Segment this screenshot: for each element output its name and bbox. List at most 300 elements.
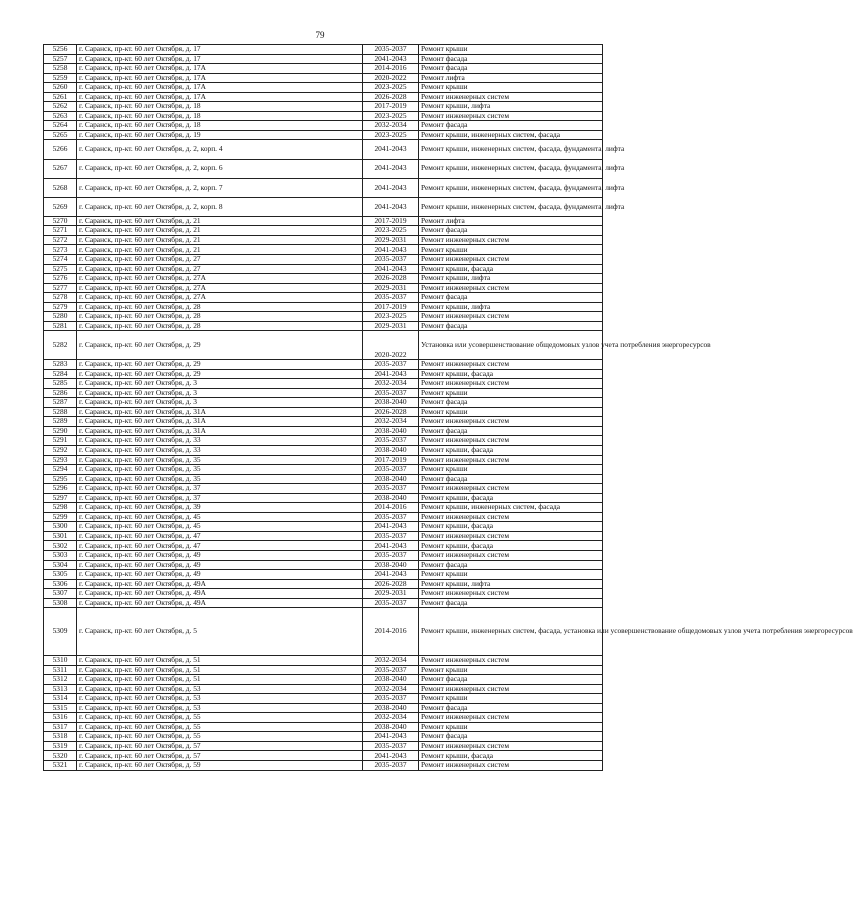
period-cell: 2035-2037 (363, 360, 419, 370)
table-row (44, 92, 603, 102)
table-row (44, 121, 603, 131)
row-number: 5267 (44, 159, 77, 178)
table-row (44, 369, 603, 379)
address-cell: г. Саранск, пр-кт. 60 лет Октября, д. 47 (77, 541, 363, 551)
work-type-cell: Ремонт крыши (419, 570, 603, 580)
table-row (44, 388, 603, 398)
address-cell: г. Саранск, пр-кт. 60 лет Октября, д. 28 (77, 312, 363, 322)
table-row (44, 761, 603, 771)
row-number: 5280 (44, 312, 77, 322)
work-type-cell: Ремонт крыши (419, 83, 603, 93)
work-type-cell: Ремонт крыши, инженерных систем, фасада (419, 503, 603, 513)
address-cell: г. Саранск, пр-кт. 60 лет Октября, д. 17А (77, 92, 363, 102)
work-type-cell: Ремонт фасада (419, 675, 603, 685)
row-number: 5305 (44, 570, 77, 580)
work-type-cell: Ремонт крыши (419, 694, 603, 704)
table-row (44, 83, 603, 93)
period-cell: 2035-2037 (363, 694, 419, 704)
period-cell: 2032-2034 (363, 379, 419, 389)
row-number: 5257 (44, 54, 77, 64)
row-number: 5316 (44, 713, 77, 723)
period-cell: 2017-2019 (363, 302, 419, 312)
row-number: 5279 (44, 302, 77, 312)
work-type-cell: Ремонт фасада (419, 398, 603, 408)
table-row (44, 512, 603, 522)
table-row (44, 589, 603, 599)
row-number: 5272 (44, 235, 77, 245)
work-type-cell: Ремонт крыши, инженерных систем, фасада, установка или усовершенствование общедомовых узлов учета потребления энергоресурсов (419, 608, 603, 656)
period-cell: 2020-2022 (363, 73, 419, 83)
table-row (44, 436, 603, 446)
row-number: 5281 (44, 321, 77, 331)
period-cell: 2035-2037 (363, 293, 419, 303)
row-number: 5298 (44, 503, 77, 513)
address-cell: г. Саранск, пр-кт. 60 лет Октября, д. 28 (77, 302, 363, 312)
address-cell: г. Саранск, пр-кт. 60 лет Октября, д. 19 (77, 130, 363, 140)
row-number: 5320 (44, 751, 77, 761)
period-cell: 2026-2028 (363, 92, 419, 102)
address-cell: г. Саранск, пр-кт. 60 лет Октября, д. 55 (77, 732, 363, 742)
table-row (44, 54, 603, 64)
table-row (44, 598, 603, 608)
address-cell: г. Саранск, пр-кт. 60 лет Октября, д. 2, корп. 6 (77, 159, 363, 178)
page-number: 79 (315, 30, 325, 40)
work-type-cell: Ремонт фасада (419, 293, 603, 303)
work-type-cell: Ремонт инженерных систем (419, 531, 603, 541)
period-cell: 2035-2037 (363, 255, 419, 265)
period-cell: 2041-2043 (363, 178, 419, 197)
row-number: 5299 (44, 512, 77, 522)
table-row (44, 732, 603, 742)
address-cell: г. Саранск, пр-кт. 60 лет Октября, д. 53 (77, 684, 363, 694)
period-cell: 2035-2037 (363, 761, 419, 771)
period-cell: 2035-2037 (363, 665, 419, 675)
period-cell: 2032-2034 (363, 121, 419, 131)
table-row (44, 751, 603, 761)
address-cell: г. Саранск, пр-кт. 60 лет Октября, д. 17 (77, 54, 363, 64)
table-row (44, 445, 603, 455)
work-type-cell: Ремонт инженерных систем (419, 713, 603, 723)
period-cell: 2017-2019 (363, 455, 419, 465)
work-type-cell: Ремонт инженерных систем (419, 111, 603, 121)
address-cell: г. Саранск, пр-кт. 60 лет Октября, д. 31А (77, 426, 363, 436)
row-number: 5315 (44, 703, 77, 713)
work-type-cell: Ремонт фасада (419, 226, 603, 236)
period-cell: 2035-2037 (363, 741, 419, 751)
work-type-cell: Ремонт крыши, фасада (419, 493, 603, 503)
period-cell: 2014-2016 (363, 503, 419, 513)
work-type-cell: Ремонт фасада (419, 426, 603, 436)
table-row (44, 665, 603, 675)
address-cell: г. Саранск, пр-кт. 60 лет Октября, д. 31А (77, 417, 363, 427)
table-row (44, 741, 603, 751)
row-number: 5292 (44, 445, 77, 455)
address-cell: г. Саранск, пр-кт. 60 лет Октября, д. 3 (77, 398, 363, 408)
row-number: 5302 (44, 541, 77, 551)
table-row (44, 694, 603, 704)
table-row (44, 703, 603, 713)
address-cell: г. Саранск, пр-кт. 60 лет Октября, д. 55 (77, 713, 363, 723)
address-cell: г. Саранск, пр-кт. 60 лет Октября, д. 49А (77, 589, 363, 599)
table-row (44, 379, 603, 389)
work-type-cell: Ремонт инженерных систем (419, 255, 603, 265)
period-cell: 2035-2037 (363, 550, 419, 560)
row-number: 5277 (44, 283, 77, 293)
row-number: 5312 (44, 675, 77, 685)
work-type-cell: Ремонт инженерных систем (419, 512, 603, 522)
period-cell: 2041-2043 (363, 751, 419, 761)
period-cell: 2023-2025 (363, 111, 419, 121)
row-number: 5265 (44, 130, 77, 140)
table-row (44, 484, 603, 494)
row-number: 5288 (44, 407, 77, 417)
table-row (44, 531, 603, 541)
period-cell: 2041-2043 (363, 369, 419, 379)
address-cell: г. Саранск, пр-кт. 60 лет Октября, д. 5 (77, 608, 363, 656)
address-cell: г. Саранск, пр-кт. 60 лет Октября, д. 27 (77, 255, 363, 265)
table-row (44, 608, 603, 656)
address-cell: г. Саранск, пр-кт. 60 лет Октября, д. 17 (77, 45, 363, 55)
period-cell: 2038-2040 (363, 675, 419, 685)
table-row (44, 656, 603, 666)
address-cell: г. Саранск, пр-кт. 60 лет Октября, д. 2, корп. 7 (77, 178, 363, 197)
table-row (44, 293, 603, 303)
period-cell: 2038-2040 (363, 474, 419, 484)
row-number: 5286 (44, 388, 77, 398)
address-cell: г. Саранск, пр-кт. 60 лет Октября, д. 45 (77, 522, 363, 532)
period-cell: 2023-2025 (363, 130, 419, 140)
table-row (44, 159, 603, 178)
work-type-cell: Ремонт инженерных систем (419, 360, 603, 370)
row-number: 5256 (44, 45, 77, 55)
period-cell: 2041-2043 (363, 732, 419, 742)
row-number: 5294 (44, 465, 77, 475)
address-cell: г. Саранск, пр-кт. 60 лет Октября, д. 31А (77, 407, 363, 417)
period-cell: 2032-2034 (363, 684, 419, 694)
row-number: 5287 (44, 398, 77, 408)
table-row (44, 197, 603, 216)
row-number: 5284 (44, 369, 77, 379)
row-number: 5264 (44, 121, 77, 131)
work-type-cell: Ремонт фасада (419, 64, 603, 74)
table-row (44, 73, 603, 83)
table-row (44, 550, 603, 560)
table-row (44, 264, 603, 274)
row-number: 5285 (44, 379, 77, 389)
period-cell: 2029-2031 (363, 235, 419, 245)
address-cell: г. Саранск, пр-кт. 60 лет Октября, д. 29 (77, 331, 363, 360)
table-row (44, 130, 603, 140)
period-cell: 2035-2037 (363, 465, 419, 475)
work-type-cell: Ремонт крыши (419, 388, 603, 398)
work-type-cell: Ремонт крыши, лифта (419, 274, 603, 284)
row-number: 5273 (44, 245, 77, 255)
address-cell: г. Саранск, пр-кт. 60 лет Октября, д. 17А (77, 83, 363, 93)
work-type-cell: Ремонт крыши, инженерных систем, фасада, фундамента, лифта (419, 140, 603, 159)
period-cell: 2023-2025 (363, 312, 419, 322)
row-number: 5268 (44, 178, 77, 197)
work-type-cell: Ремонт крыши (419, 722, 603, 732)
work-type-cell: Ремонт крыши, фасада (419, 445, 603, 455)
table-row (44, 522, 603, 532)
row-number: 5296 (44, 484, 77, 494)
row-number: 5271 (44, 226, 77, 236)
table-row (44, 226, 603, 236)
work-type-cell: Ремонт инженерных систем (419, 484, 603, 494)
table-row (44, 283, 603, 293)
work-type-cell: Ремонт крыши, инженерных систем, фасада, фундамента, лифта (419, 159, 603, 178)
address-cell: г. Саранск, пр-кт. 60 лет Октября, д. 55 (77, 722, 363, 732)
work-type-cell: Ремонт фасада (419, 560, 603, 570)
work-type-cell: Ремонт инженерных систем (419, 684, 603, 694)
table-row (44, 321, 603, 331)
row-number: 5311 (44, 665, 77, 675)
row-number: 5259 (44, 73, 77, 83)
work-type-cell: Ремонт крыши (419, 245, 603, 255)
period-cell: 2038-2040 (363, 560, 419, 570)
period-cell: 2035-2037 (363, 388, 419, 398)
work-type-cell: Ремонт фасада (419, 121, 603, 131)
address-cell: г. Саранск, пр-кт. 60 лет Октября, д. 37 (77, 493, 363, 503)
period-cell: 2041-2043 (363, 245, 419, 255)
address-cell: г. Саранск, пр-кт. 60 лет Октября, д. 2, корп. 4 (77, 140, 363, 159)
work-type-cell: Ремонт инженерных систем (419, 741, 603, 751)
address-cell: г. Саранск, пр-кт. 60 лет Октября, д. 47 (77, 531, 363, 541)
row-number: 5300 (44, 522, 77, 532)
table-row (44, 417, 603, 427)
period-cell: 2041-2043 (363, 140, 419, 159)
row-number: 5301 (44, 531, 77, 541)
work-type-cell: Ремонт крыши, инженерных систем, фасада, фундамента, лифта (419, 197, 603, 216)
address-cell: г. Саранск, пр-кт. 60 лет Октября, д. 49А (77, 598, 363, 608)
address-cell: г. Саранск, пр-кт. 60 лет Октября, д. 49 (77, 560, 363, 570)
address-cell: г. Саранск, пр-кт. 60 лет Октября, д. 27А (77, 293, 363, 303)
period-cell: 2038-2040 (363, 493, 419, 503)
work-type-cell: Ремонт крыши, фасада (419, 264, 603, 274)
work-type-cell: Ремонт инженерных систем (419, 417, 603, 427)
address-cell: г. Саранск, пр-кт. 60 лет Октября, д. 51 (77, 665, 363, 675)
address-cell: г. Саранск, пр-кт. 60 лет Октября, д. 17А (77, 64, 363, 74)
period-cell: 2026-2028 (363, 274, 419, 284)
work-type-cell: Ремонт крыши, лифта (419, 579, 603, 589)
address-cell: г. Саранск, пр-кт. 60 лет Октября, д. 3 (77, 379, 363, 389)
period-cell: 2035-2037 (363, 531, 419, 541)
work-type-cell: Ремонт фасада (419, 732, 603, 742)
address-cell: г. Саранск, пр-кт. 60 лет Октября, д. 53 (77, 703, 363, 713)
period-cell: 2029-2031 (363, 321, 419, 331)
repair-schedule-table (43, 44, 853, 771)
period-cell: 2014-2016 (363, 608, 419, 656)
row-number: 5313 (44, 684, 77, 694)
work-type-cell: Ремонт крыши, лифта (419, 302, 603, 312)
period-cell: 2026-2028 (363, 579, 419, 589)
period-cell: 2038-2040 (363, 398, 419, 408)
row-number: 5293 (44, 455, 77, 465)
table-row (44, 455, 603, 465)
address-cell: г. Саранск, пр-кт. 60 лет Октября, д. 18 (77, 102, 363, 112)
address-cell: г. Саранск, пр-кт. 60 лет Октября, д. 45 (77, 512, 363, 522)
work-type-cell: Ремонт инженерных систем (419, 312, 603, 322)
work-type-cell: Ремонт крыши (419, 45, 603, 55)
address-cell: г. Саранск, пр-кт. 60 лет Октября, д. 21 (77, 226, 363, 236)
row-number: 5306 (44, 579, 77, 589)
row-number: 5282 (44, 331, 77, 360)
period-cell: 2029-2031 (363, 283, 419, 293)
work-type-cell: Ремонт инженерных систем (419, 550, 603, 560)
table-row (44, 579, 603, 589)
table-row (44, 274, 603, 284)
period-cell: 2032-2034 (363, 656, 419, 666)
row-number: 5274 (44, 255, 77, 265)
period-cell: 2038-2040 (363, 445, 419, 455)
period-cell: 2032-2034 (363, 417, 419, 427)
table-body (44, 44, 853, 771)
table-row (44, 675, 603, 685)
table-row (44, 255, 603, 265)
period-cell: 2041-2043 (363, 159, 419, 178)
work-type-cell: Ремонт крыши (419, 407, 603, 417)
table-row (44, 64, 603, 74)
row-number: 5308 (44, 598, 77, 608)
row-number: 5291 (44, 436, 77, 446)
address-cell: г. Саранск, пр-кт. 60 лет Октября, д. 39 (77, 503, 363, 513)
row-number: 5289 (44, 417, 77, 427)
address-cell: г. Саранск, пр-кт. 60 лет Октября, д. 35 (77, 465, 363, 475)
work-type-cell: Установка или усовершенствование общедомовых узлов учета потребления энергоресурсов (419, 331, 603, 360)
address-cell: г. Саранск, пр-кт. 60 лет Октября, д. 27А (77, 283, 363, 293)
work-type-cell: Ремонт крыши, инженерных систем, фасада, фундамента, лифта (419, 178, 603, 197)
address-cell: г. Саранск, пр-кт. 60 лет Октября, д. 53 (77, 694, 363, 704)
table-row (44, 722, 603, 732)
work-type-cell: Ремонт лифта (419, 73, 603, 83)
row-number: 5269 (44, 197, 77, 216)
work-type-cell: Ремонт крыши, фасада (419, 369, 603, 379)
address-cell: г. Саранск, пр-кт. 60 лет Октября, д. 29 (77, 369, 363, 379)
row-number: 5303 (44, 550, 77, 560)
work-type-cell: Ремонт фасада (419, 703, 603, 713)
period-cell: 2041-2043 (363, 264, 419, 274)
address-cell: г. Саранск, пр-кт. 60 лет Октября, д. 21 (77, 216, 363, 226)
period-cell: 2041-2043 (363, 522, 419, 532)
table-row (44, 312, 603, 322)
work-type-cell: Ремонт фасада (419, 598, 603, 608)
row-number: 5276 (44, 274, 77, 284)
row-number: 5309 (44, 608, 77, 656)
address-cell: г. Саранск, пр-кт. 60 лет Октября, д. 27 (77, 264, 363, 274)
row-number: 5260 (44, 83, 77, 93)
table-row (44, 102, 603, 112)
table-row (44, 465, 603, 475)
row-number: 5290 (44, 426, 77, 436)
row-number: 5314 (44, 694, 77, 704)
table-row (44, 302, 603, 312)
address-cell: г. Саранск, пр-кт. 60 лет Октября, д. 35 (77, 455, 363, 465)
period-cell: 2035-2037 (363, 436, 419, 446)
row-number: 5261 (44, 92, 77, 102)
row-number: 5270 (44, 216, 77, 226)
period-cell: 2038-2040 (363, 703, 419, 713)
table-row (44, 111, 603, 121)
work-type-cell: Ремонт инженерных систем (419, 283, 603, 293)
row-number: 5310 (44, 656, 77, 666)
work-type-cell: Ремонт инженерных систем (419, 761, 603, 771)
address-cell: г. Саранск, пр-кт. 60 лет Октября, д. 57 (77, 741, 363, 751)
period-cell: 2035-2037 (363, 598, 419, 608)
work-type-cell: Ремонт крыши (419, 665, 603, 675)
work-type-cell: Ремонт лифта (419, 216, 603, 226)
table-row (44, 216, 603, 226)
row-number: 5295 (44, 474, 77, 484)
period-cell: 2014-2016 (363, 64, 419, 74)
work-type-cell: Ремонт фасада (419, 54, 603, 64)
address-cell: г. Саранск, пр-кт. 60 лет Октября, д. 18 (77, 121, 363, 131)
work-type-cell: Ремонт крыши, лифта (419, 102, 603, 112)
period-cell: 2041-2043 (363, 570, 419, 580)
address-cell: г. Саранск, пр-кт. 60 лет Октября, д. 49А (77, 579, 363, 589)
address-cell: г. Саранск, пр-кт. 60 лет Октября, д. 18 (77, 111, 363, 121)
address-cell: г. Саранск, пр-кт. 60 лет Октября, д. 21 (77, 245, 363, 255)
period-cell: 2038-2040 (363, 426, 419, 436)
period-cell: 2035-2037 (363, 484, 419, 494)
period-cell: 2035-2037 (363, 45, 419, 55)
address-cell: г. Саранск, пр-кт. 60 лет Октября, д. 51 (77, 656, 363, 666)
period-cell: 2020-2022 (363, 331, 419, 360)
address-cell: г. Саранск, пр-кт. 60 лет Октября, д. 3 (77, 388, 363, 398)
row-number: 5304 (44, 560, 77, 570)
address-cell: г. Саранск, пр-кт. 60 лет Октября, д. 17А (77, 73, 363, 83)
table-row (44, 570, 603, 580)
table-row (44, 45, 603, 55)
period-cell: 2023-2025 (363, 83, 419, 93)
address-cell: г. Саранск, пр-кт. 60 лет Октября, д. 49 (77, 570, 363, 580)
address-cell: г. Саранск, пр-кт. 60 лет Октября, д. 2, корп. 8 (77, 197, 363, 216)
address-cell: г. Саранск, пр-кт. 60 лет Октября, д. 33 (77, 445, 363, 455)
work-type-cell: Ремонт инженерных систем (419, 436, 603, 446)
address-cell: г. Саранск, пр-кт. 60 лет Октября, д. 27А (77, 274, 363, 284)
row-number: 5317 (44, 722, 77, 732)
address-cell: г. Саранск, пр-кт. 60 лет Октября, д. 29 (77, 360, 363, 370)
address-cell: г. Саранск, пр-кт. 60 лет Октября, д. 59 (77, 761, 363, 771)
row-number: 5319 (44, 741, 77, 751)
work-type-cell: Ремонт крыши (419, 465, 603, 475)
work-type-cell: Ремонт крыши, фасада (419, 751, 603, 761)
period-cell: 2029-2031 (363, 589, 419, 599)
work-type-cell: Ремонт инженерных систем (419, 92, 603, 102)
work-type-cell: Ремонт инженерных систем (419, 589, 603, 599)
row-number: 5321 (44, 761, 77, 771)
address-cell: г. Саранск, пр-кт. 60 лет Октября, д. 57 (77, 751, 363, 761)
period-cell: 2041-2043 (363, 541, 419, 551)
row-number: 5297 (44, 493, 77, 503)
work-type-cell: Ремонт инженерных систем (419, 379, 603, 389)
row-number: 5283 (44, 360, 77, 370)
table-row (44, 178, 603, 197)
address-cell: г. Саранск, пр-кт. 60 лет Октября, д. 21 (77, 235, 363, 245)
work-type-cell: Ремонт крыши, фасада (419, 522, 603, 532)
work-type-cell: Ремонт фасада (419, 474, 603, 484)
row-number: 5262 (44, 102, 77, 112)
work-type-cell: Ремонт крыши, фасада (419, 541, 603, 551)
table-row (44, 331, 603, 360)
work-type-cell: Ремонт инженерных систем (419, 455, 603, 465)
row-number: 5318 (44, 732, 77, 742)
address-cell: г. Саранск, пр-кт. 60 лет Октября, д. 49 (77, 550, 363, 560)
work-type-cell: Ремонт фасада (419, 321, 603, 331)
table-row (44, 426, 603, 436)
period-cell: 2038-2040 (363, 722, 419, 732)
period-cell: 2017-2019 (363, 102, 419, 112)
address-cell: г. Саранск, пр-кт. 60 лет Октября, д. 35 (77, 474, 363, 484)
